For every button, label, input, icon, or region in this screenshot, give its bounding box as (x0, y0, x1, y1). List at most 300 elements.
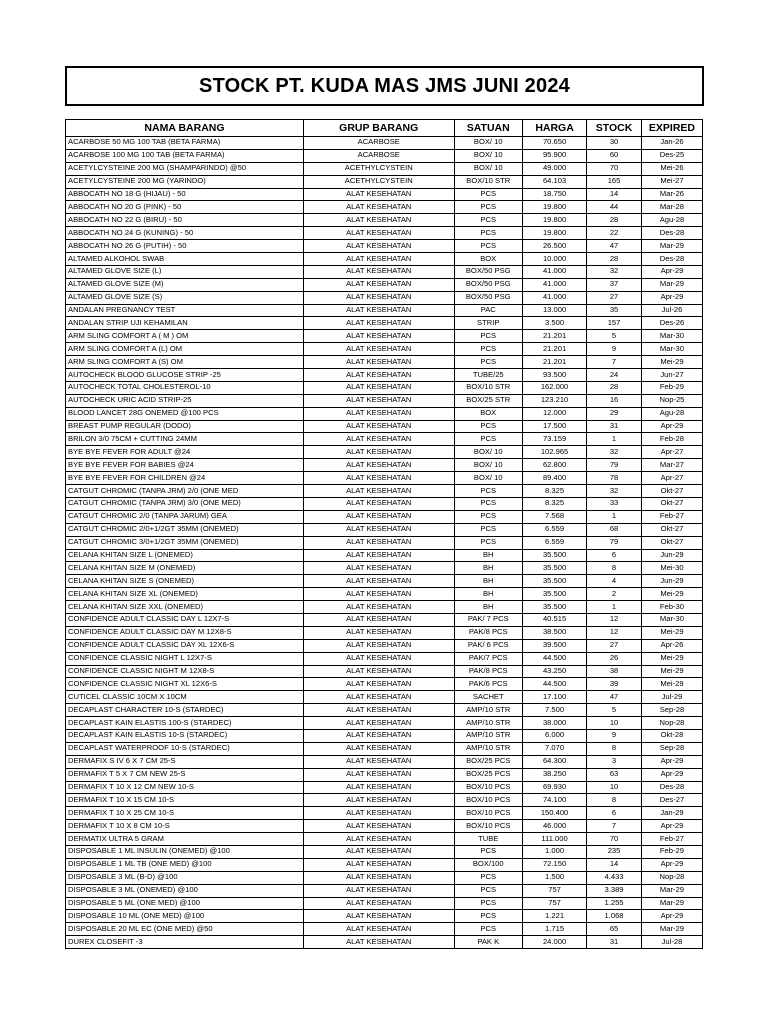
table-row (66, 613, 703, 626)
cell-expired: Mei-29 (641, 626, 702, 639)
table-row (66, 459, 703, 472)
cell-grup-barang: ALAT KESEHATAN (303, 214, 454, 227)
cell-harga: 38.000 (522, 717, 586, 730)
column-header-harga: HARGA (522, 120, 586, 137)
cell-expired: Okt-27 (641, 497, 702, 510)
cell-nama-barang: CATGUT CHROMIC (TANPA JRM) 3/0 (ONE MED) (66, 497, 304, 510)
cell-expired: Apr-26 (641, 639, 702, 652)
cell-nama-barang: CONFIDENCE CLASSIC NIGHT L 12X7-S (66, 652, 304, 665)
cell-harga: 150.400 (522, 807, 586, 820)
cell-grup-barang: ALAT KESEHATAN (303, 317, 454, 330)
cell-expired: Des-28 (641, 227, 702, 240)
table-row (66, 665, 703, 678)
cell-expired: Feb-29 (641, 845, 702, 858)
cell-harga: 64.103 (522, 175, 586, 188)
cell-stock: 7 (587, 820, 642, 833)
cell-stock: 165 (587, 175, 642, 188)
cell-stock: 28 (587, 381, 642, 394)
cell-nama-barang: ACARBOSE 50 MG 100 TAB (BETA FARMA) (66, 137, 304, 150)
cell-grup-barang: ALAT KESEHATAN (303, 253, 454, 266)
cell-stock: 63 (587, 768, 642, 781)
cell-nama-barang: DERMAFIX T 10 X 15 CM 10-S (66, 794, 304, 807)
cell-expired: Apr-29 (641, 910, 702, 923)
table-row (66, 356, 703, 369)
cell-grup-barang: ALAT KESEHATAN (303, 665, 454, 678)
cell-expired: Apr-29 (641, 265, 702, 278)
cell-expired: Jun-29 (641, 575, 702, 588)
table-row (66, 137, 703, 150)
cell-nama-barang: CELANA KHITAN SIZE S (ONEMED) (66, 575, 304, 588)
cell-harga: 70.650 (522, 137, 586, 150)
cell-expired: Apr-29 (641, 820, 702, 833)
cell-expired: Mei-27 (641, 175, 702, 188)
cell-nama-barang: ALTAMED GLOVE SIZE (S) (66, 291, 304, 304)
table-row (66, 652, 703, 665)
cell-stock: 16 (587, 394, 642, 407)
cell-expired: Feb-30 (641, 601, 702, 614)
cell-satuan: BOX (454, 407, 522, 420)
cell-nama-barang: CUTICEL CLASSIC 10CM X 10CM (66, 691, 304, 704)
cell-nama-barang: CONFIDENCE CLASSIC NIGHT XL 12X6-S (66, 678, 304, 691)
cell-stock: 47 (587, 240, 642, 253)
cell-stock: 7 (587, 356, 642, 369)
cell-grup-barang: ALAT KESEHATAN (303, 510, 454, 523)
cell-stock: 70 (587, 833, 642, 846)
cell-expired: Mar-27 (641, 459, 702, 472)
cell-harga: 757 (522, 884, 586, 897)
cell-grup-barang: ALAT KESEHATAN (303, 356, 454, 369)
cell-grup-barang: ALAT KESEHATAN (303, 523, 454, 536)
cell-satuan: PCS (454, 497, 522, 510)
cell-expired: Mei-29 (641, 588, 702, 601)
cell-grup-barang: ALAT KESEHATAN (303, 652, 454, 665)
cell-stock: 32 (587, 485, 642, 498)
cell-expired: Nop-25 (641, 394, 702, 407)
cell-grup-barang: ALAT KESEHATAN (303, 807, 454, 820)
cell-harga: 41.000 (522, 291, 586, 304)
cell-stock: 8 (587, 562, 642, 575)
cell-satuan: BOX/10 PCS (454, 794, 522, 807)
cell-grup-barang: ALAT KESEHATAN (303, 562, 454, 575)
cell-harga: 38.250 (522, 768, 586, 781)
cell-harga: 18.750 (522, 188, 586, 201)
cell-expired: Mar-29 (641, 278, 702, 291)
cell-nama-barang: ACETYLCYSTEINE 200 MG (YARINDO) (66, 175, 304, 188)
document-title: STOCK PT. KUDA MAS JMS JUNI 2024 (199, 74, 570, 97)
cell-nama-barang: CELANA KHITAN SIZE M (ONEMED) (66, 562, 304, 575)
cell-stock: 1 (587, 601, 642, 614)
cell-expired: Sep-28 (641, 704, 702, 717)
cell-satuan: PCS (454, 330, 522, 343)
cell-satuan: STRIP (454, 317, 522, 330)
cell-stock: 26 (587, 652, 642, 665)
cell-harga: 1.715 (522, 923, 586, 936)
cell-grup-barang: ALAT KESEHATAN (303, 936, 454, 949)
cell-expired: Mei-29 (641, 652, 702, 665)
cell-expired: Mar-26 (641, 188, 702, 201)
cell-expired: Feb-27 (641, 833, 702, 846)
cell-grup-barang: ALAT KESEHATAN (303, 381, 454, 394)
table-row (66, 858, 703, 871)
cell-stock: 10 (587, 717, 642, 730)
cell-stock: 9 (587, 729, 642, 742)
table-row (66, 871, 703, 884)
cell-nama-barang: DISPOSABLE 3 ML (B-D) @100 (66, 871, 304, 884)
cell-harga: 38.500 (522, 626, 586, 639)
cell-nama-barang: DERMAFIX T 10 X 8 CM 10-S (66, 820, 304, 833)
cell-nama-barang: DECAPLAST KAIN ELASTIS 10-S (STARDEC) (66, 729, 304, 742)
cell-expired: Jun-29 (641, 549, 702, 562)
cell-expired: Mei-29 (641, 678, 702, 691)
cell-nama-barang: ABBOCATH NO 24 G (KUNING) - 50 (66, 227, 304, 240)
table-row (66, 394, 703, 407)
cell-grup-barang: ALAT KESEHATAN (303, 304, 454, 317)
cell-satuan: BOX/10 STR (454, 175, 522, 188)
cell-stock: 5 (587, 704, 642, 717)
cell-grup-barang: ALAT KESEHATAN (303, 188, 454, 201)
cell-grup-barang: ALAT KESEHATAN (303, 588, 454, 601)
cell-expired: Jul-28 (641, 936, 702, 949)
table-row (66, 278, 703, 291)
table-row (66, 678, 703, 691)
cell-grup-barang: ALAT KESEHATAN (303, 742, 454, 755)
cell-satuan: PCS (454, 910, 522, 923)
cell-stock: 3.389 (587, 884, 642, 897)
cell-stock: 14 (587, 188, 642, 201)
table-row (66, 897, 703, 910)
cell-stock: 3 (587, 755, 642, 768)
cell-nama-barang: ARM SLING COMFORT A (S) OM (66, 356, 304, 369)
table-row (66, 472, 703, 485)
cell-harga: 64.300 (522, 755, 586, 768)
cell-stock: 79 (587, 536, 642, 549)
cell-satuan: BH (454, 549, 522, 562)
cell-satuan: TUBE (454, 833, 522, 846)
table-row (66, 253, 703, 266)
table-row (66, 265, 703, 278)
cell-harga: 1.500 (522, 871, 586, 884)
table-row (66, 549, 703, 562)
cell-expired: Jul-29 (641, 691, 702, 704)
cell-expired: Mar-30 (641, 343, 702, 356)
cell-satuan: BOX/50 PSG (454, 291, 522, 304)
table-row (66, 833, 703, 846)
cell-grup-barang: ALAT KESEHATAN (303, 768, 454, 781)
cell-expired: Mei-29 (641, 356, 702, 369)
cell-harga: 44.500 (522, 678, 586, 691)
cell-harga: 73.159 (522, 433, 586, 446)
table-row (66, 588, 703, 601)
table-row (66, 884, 703, 897)
cell-stock: 37 (587, 278, 642, 291)
cell-nama-barang: ABBOCATH NO 22 G (BIRU) - 50 (66, 214, 304, 227)
cell-nama-barang: DERMAFIX S IV 6 X 7 CM 25-S (66, 755, 304, 768)
cell-grup-barang: ALAT KESEHATAN (303, 717, 454, 730)
cell-expired: Apr-29 (641, 768, 702, 781)
cell-stock: 31 (587, 936, 642, 949)
cell-stock: 8 (587, 742, 642, 755)
cell-satuan: AMP/10 STR (454, 729, 522, 742)
cell-satuan: SACHET (454, 691, 522, 704)
cell-harga: 43.250 (522, 665, 586, 678)
cell-harga: 40.515 (522, 613, 586, 626)
cell-harga: 8.325 (522, 497, 586, 510)
table-row (66, 407, 703, 420)
cell-nama-barang: DECAPLAST KAIN ELASTIS 100-S (STARDEC) (66, 717, 304, 730)
cell-satuan: BH (454, 588, 522, 601)
cell-satuan: BOX/25 PCS (454, 755, 522, 768)
column-header-satuan: SATUAN (454, 120, 522, 137)
table-row (66, 201, 703, 214)
cell-harga: 62.800 (522, 459, 586, 472)
cell-harga: 19.800 (522, 201, 586, 214)
cell-grup-barang: ALAT KESEHATAN (303, 201, 454, 214)
cell-stock: 1 (587, 433, 642, 446)
column-header-grup-barang: GRUP BARANG (303, 120, 454, 137)
cell-grup-barang: ALAT KESEHATAN (303, 394, 454, 407)
table-row (66, 523, 703, 536)
table-row (66, 227, 703, 240)
cell-stock: 33 (587, 497, 642, 510)
table-row (66, 175, 703, 188)
cell-nama-barang: CONFIDENCE ADULT CLASSIC DAY XL 12X6-S (66, 639, 304, 652)
cell-satuan: BOX/25 PCS (454, 768, 522, 781)
cell-satuan: PCS (454, 510, 522, 523)
table-row (66, 497, 703, 510)
table-row (66, 691, 703, 704)
cell-nama-barang: CELANA KHITAN SIZE L (ONEMED) (66, 549, 304, 562)
cell-grup-barang: ALAT KESEHATAN (303, 369, 454, 382)
cell-harga: 24.000 (522, 936, 586, 949)
cell-nama-barang: CELANA KHITAN SIZE XXL (ONEMED) (66, 601, 304, 614)
table-row (66, 433, 703, 446)
cell-nama-barang: DERMAFIX T 10 X 12 CM NEW 10-S (66, 781, 304, 794)
table-row (66, 330, 703, 343)
cell-harga: 49.000 (522, 162, 586, 175)
cell-nama-barang: BREAST PUMP REGULAR (DODO) (66, 420, 304, 433)
table-row (66, 639, 703, 652)
cell-satuan: PCS (454, 845, 522, 858)
cell-stock: 6 (587, 807, 642, 820)
cell-harga: 10.000 (522, 253, 586, 266)
cell-harga: 74.100 (522, 794, 586, 807)
cell-nama-barang: BLOOD LANCET 28G ONEMED @100 PCS (66, 407, 304, 420)
cell-expired: Des-28 (641, 253, 702, 266)
cell-grup-barang: ALAT KESEHATAN (303, 884, 454, 897)
cell-nama-barang: CATGUT CHROMIC 2/0+1/2GT 35MM (ONEMED) (66, 523, 304, 536)
cell-nama-barang: BRILON 3/0 75CM + CUTTING 24MM (66, 433, 304, 446)
cell-expired: Nop-28 (641, 717, 702, 730)
cell-harga: 6.559 (522, 523, 586, 536)
table-row (66, 485, 703, 498)
cell-stock: 39 (587, 678, 642, 691)
cell-expired: Des-28 (641, 781, 702, 794)
table-row (66, 343, 703, 356)
cell-stock: 28 (587, 253, 642, 266)
cell-grup-barang: ALAT KESEHATAN (303, 227, 454, 240)
cell-grup-barang: ALAT KESEHATAN (303, 575, 454, 588)
cell-grup-barang: ALAT KESEHATAN (303, 729, 454, 742)
table-row (66, 214, 703, 227)
cell-satuan: PCS (454, 485, 522, 498)
cell-expired: Mar-30 (641, 330, 702, 343)
cell-expired: Okt-27 (641, 523, 702, 536)
table-row (66, 601, 703, 614)
cell-expired: Agu-28 (641, 214, 702, 227)
cell-expired: Okt-28 (641, 729, 702, 742)
cell-stock: 31 (587, 420, 642, 433)
cell-grup-barang: ALAT KESEHATAN (303, 407, 454, 420)
cell-grup-barang: ALAT KESEHATAN (303, 845, 454, 858)
cell-expired: Feb-27 (641, 510, 702, 523)
table-row (66, 936, 703, 949)
document-title-box (65, 66, 704, 106)
cell-expired: Nop-28 (641, 871, 702, 884)
cell-satuan: BOX/10 STR (454, 381, 522, 394)
cell-expired: Jan-29 (641, 807, 702, 820)
cell-grup-barang: ALAT KESEHATAN (303, 549, 454, 562)
table-row (66, 742, 703, 755)
cell-satuan: PCS (454, 523, 522, 536)
table-row (66, 369, 703, 382)
cell-satuan: PCS (454, 240, 522, 253)
cell-nama-barang: BYE BYE FEVER FOR ADULT @24 (66, 446, 304, 459)
cell-grup-barang: ALAT KESEHATAN (303, 897, 454, 910)
cell-stock: 235 (587, 845, 642, 858)
cell-harga: 93.500 (522, 369, 586, 382)
cell-satuan: BOX/10 PCS (454, 781, 522, 794)
cell-satuan: AMP/10 STR (454, 704, 522, 717)
cell-stock: 27 (587, 639, 642, 652)
cell-nama-barang: CONFIDENCE ADULT CLASSIC DAY L 12X7-S (66, 613, 304, 626)
cell-satuan: PAK/8 PCS (454, 626, 522, 639)
cell-satuan: BH (454, 562, 522, 575)
cell-nama-barang: AUTOCHECK BLOOD GLUCOSE STRIP -25 (66, 369, 304, 382)
cell-expired: Apr-29 (641, 858, 702, 871)
cell-grup-barang: ALAT KESEHATAN (303, 265, 454, 278)
table-row (66, 562, 703, 575)
cell-satuan: BOX/ 10 (454, 162, 522, 175)
cell-expired: Jan-26 (641, 137, 702, 150)
table-header-row (66, 120, 703, 137)
table-row (66, 910, 703, 923)
cell-nama-barang: ALTAMED GLOVE SIZE (L) (66, 265, 304, 278)
cell-nama-barang: CONFIDENCE ADULT CLASSIC DAY M 12X8-S (66, 626, 304, 639)
cell-expired: Des-25 (641, 149, 702, 162)
cell-grup-barang: ALAT KESEHATAN (303, 278, 454, 291)
cell-expired: Apr-27 (641, 472, 702, 485)
cell-nama-barang: ANDALAN STRIP UJI KEHAMILAN (66, 317, 304, 330)
table-row (66, 729, 703, 742)
cell-nama-barang: BYE BYE FEVER FOR CHILDREN @24 (66, 472, 304, 485)
cell-harga: 6.559 (522, 536, 586, 549)
cell-grup-barang: ALAT KESEHATAN (303, 446, 454, 459)
cell-satuan: BOX/ 10 (454, 446, 522, 459)
cell-satuan: AMP/10 STR (454, 742, 522, 755)
cell-harga: 17.100 (522, 691, 586, 704)
cell-satuan: TUBE/25 (454, 369, 522, 382)
cell-harga: 19.800 (522, 227, 586, 240)
cell-satuan: PAK/6 PCS (454, 678, 522, 691)
cell-grup-barang: ALAT KESEHATAN (303, 601, 454, 614)
cell-stock: 32 (587, 265, 642, 278)
cell-nama-barang: AUTOCHECK URIC ACID STRIP-25 (66, 394, 304, 407)
cell-satuan: BOX/25 STR (454, 394, 522, 407)
cell-stock: 10 (587, 781, 642, 794)
table-row (66, 149, 703, 162)
cell-expired: Agu-28 (641, 407, 702, 420)
cell-stock: 68 (587, 523, 642, 536)
cell-grup-barang: ALAT KESEHATAN (303, 420, 454, 433)
cell-grup-barang: ACETHYLCYSTEIN (303, 162, 454, 175)
cell-harga: 1.221 (522, 910, 586, 923)
cell-stock: 79 (587, 459, 642, 472)
cell-harga: 69.930 (522, 781, 586, 794)
cell-satuan: BOX (454, 253, 522, 266)
cell-harga: 21.201 (522, 356, 586, 369)
table-row (66, 923, 703, 936)
cell-nama-barang: BYE BYE FEVER FOR BABIES @24 (66, 459, 304, 472)
cell-satuan: BOX/50 PSG (454, 278, 522, 291)
cell-nama-barang: DISPOSABLE 1 ML TB (ONE MED) @100 (66, 858, 304, 871)
cell-grup-barang: ALAT KESEHATAN (303, 459, 454, 472)
table-row (66, 717, 703, 730)
cell-satuan: BOX/ 10 (454, 472, 522, 485)
cell-harga: 3.500 (522, 317, 586, 330)
cell-satuan: BH (454, 575, 522, 588)
cell-expired: Mar-29 (641, 897, 702, 910)
table-row (66, 820, 703, 833)
cell-grup-barang: ALAT KESEHATAN (303, 330, 454, 343)
cell-harga: 35.500 (522, 575, 586, 588)
cell-grup-barang: ALAT KESEHATAN (303, 485, 454, 498)
cell-satuan: PCS (454, 923, 522, 936)
cell-grup-barang: ALAT KESEHATAN (303, 240, 454, 253)
cell-satuan: AMP/10 STR (454, 717, 522, 730)
cell-grup-barang: ALAT KESEHATAN (303, 626, 454, 639)
cell-stock: 2 (587, 588, 642, 601)
cell-satuan: BOX/50 PSG (454, 265, 522, 278)
cell-stock: 28 (587, 214, 642, 227)
cell-harga: 95.900 (522, 149, 586, 162)
cell-grup-barang: ALAT KESEHATAN (303, 678, 454, 691)
cell-harga: 35.500 (522, 588, 586, 601)
table-row (66, 575, 703, 588)
cell-satuan: PCS (454, 214, 522, 227)
cell-grup-barang: ALAT KESEHATAN (303, 291, 454, 304)
cell-grup-barang: ALAT KESEHATAN (303, 536, 454, 549)
cell-harga: 7.070 (522, 742, 586, 755)
cell-nama-barang: ABBOCATH NO 20 G (PINK) - 50 (66, 201, 304, 214)
cell-expired: Des-27 (641, 794, 702, 807)
table-row (66, 240, 703, 253)
cell-stock: 38 (587, 665, 642, 678)
cell-stock: 6 (587, 549, 642, 562)
cell-grup-barang: ALAT KESEHATAN (303, 497, 454, 510)
cell-harga: 7.500 (522, 704, 586, 717)
cell-nama-barang: CATGUT CHROMIC 3/0+1/2GT 35MM (ONEMED) (66, 536, 304, 549)
cell-expired: Apr-29 (641, 755, 702, 768)
cell-harga: 19.800 (522, 214, 586, 227)
cell-harga: 39.500 (522, 639, 586, 652)
table-row (66, 807, 703, 820)
cell-expired: Okt-27 (641, 536, 702, 549)
cell-expired: Mar-29 (641, 240, 702, 253)
cell-nama-barang: CONFIDENCE CLASSIC NIGHT M 12X8-S (66, 665, 304, 678)
cell-stock: 44 (587, 201, 642, 214)
cell-satuan: PCS (454, 433, 522, 446)
cell-stock: 12 (587, 626, 642, 639)
